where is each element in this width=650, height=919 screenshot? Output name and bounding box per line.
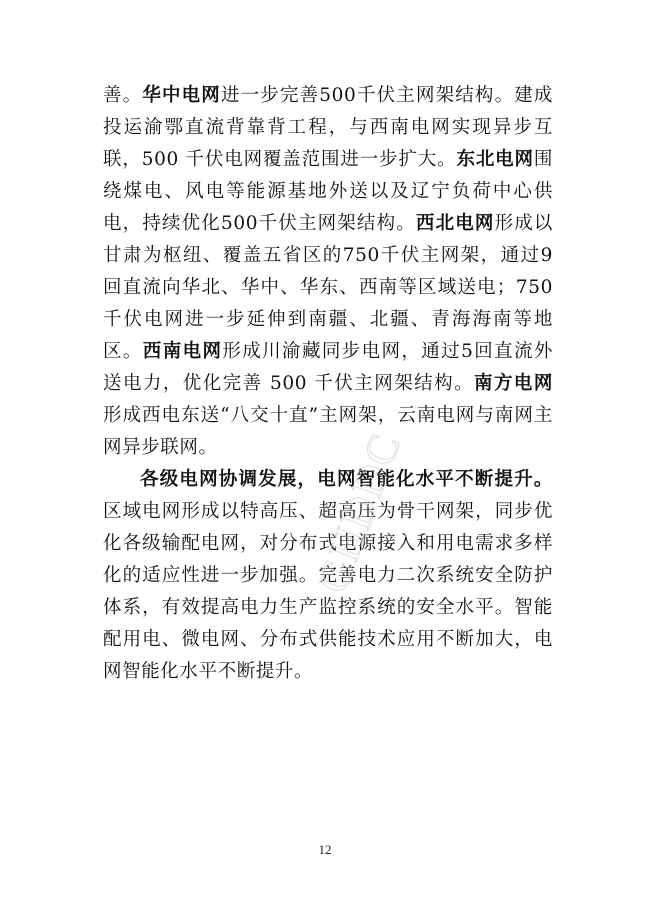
text-run: 形成川渝藏同步电网，通过5回直流外送电力，优化完善 500 千伏主网架结构。: [103, 341, 554, 394]
text-run: 区域电网形成以特高压、超高压为骨干网架，同步优化各级输配电网，对分布式电源接入和用电需求多样化的适应性进一步加强。完善电力二次系统安全防护体系，有效提高电力生产监控系统的安全水平。智能配用电、微电网、分布式供能技术应用不断加大，电网智能化水平不断提升。: [103, 501, 553, 682]
heading-northeast-grid: 东北电网: [456, 149, 534, 170]
text-run: 形成西电东送“八交十直”主网架，云南电网与南网主网异步联网。: [103, 405, 553, 458]
paragraph-regional-grids: [103, 80, 553, 464]
text-run: 围绕煤电、风电等能源基地外送以及辽宁负荷中心供电，持续优化500千伏主网架结构。: [103, 149, 553, 234]
heading-northwest-grid: 西北电网: [415, 213, 495, 234]
text-run: 善。: [103, 85, 143, 106]
heading-grid-coordination: 各级电网协调发展，电网智能化水平不断提升。: [140, 469, 553, 490]
watermark: GHDDC: [307, 425, 411, 599]
page-number: 12: [318, 842, 332, 857]
body-text: [103, 80, 553, 688]
heading-southern-grid: 南方电网: [474, 373, 553, 394]
text-run: 形成以甘肃为枢纽、覆盖五省区的750千伏主网架，通过9回直流向华北、华中、华东、西南等区域送电；750 千伏电网进一步延伸到南疆、北疆、青海海南等地区。: [103, 213, 553, 362]
heading-central-china-grid: 华中电网: [142, 85, 221, 106]
heading-southwest-grid: 西南电网: [142, 341, 223, 362]
text-run: 进一步完善500千伏主网架结构。建成投运渝鄂直流背靠背工程，与西南电网实现异步互联，500 千伏电网覆盖范围进一步扩大。: [103, 85, 554, 170]
